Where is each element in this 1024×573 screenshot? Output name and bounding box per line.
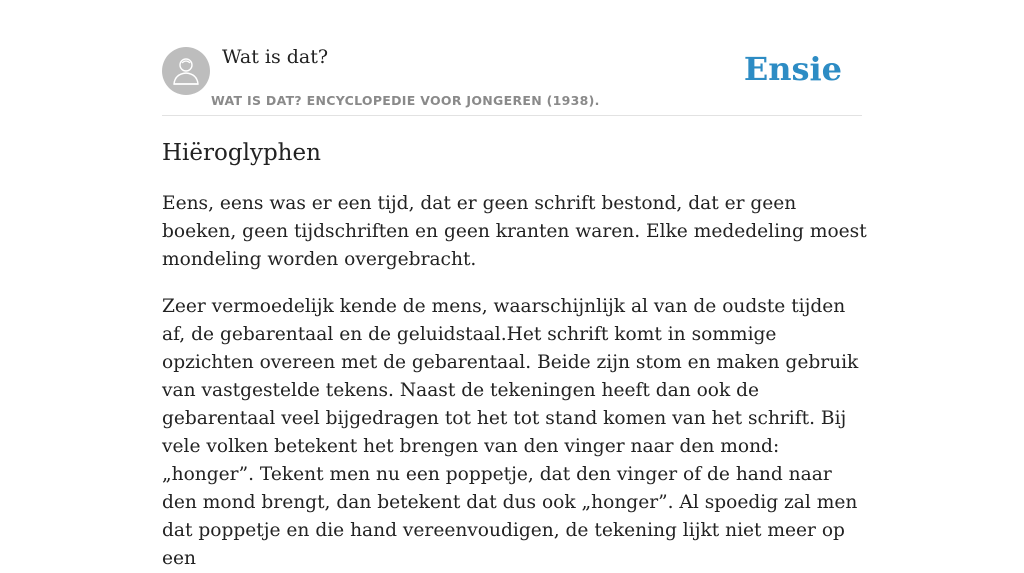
source-title[interactable]: Wat is dat? <box>222 46 329 68</box>
source-header <box>162 0 862 116</box>
user-icon <box>171 55 201 87</box>
article-title: Hiëroglyphen <box>162 140 321 166</box>
source-subtitle[interactable]: WAT IS DAT? ENCYCLOPEDIE VOOR JONGEREN (1938). <box>211 93 600 108</box>
source-avatar[interactable] <box>162 47 210 95</box>
article-paragraph: Zeer vermoedelijk kende de mens, waarschijnlijk al van de oudste tijden af, de gebarentaal en de geluidstaal.Het schrift komt in sommige opzichten overeen met de gebarentaal. Beide zijn stom en maken gebruik van vastgestelde tekens. Naast de tekeningen heeft dan ook de gebarentaal veel bijgedragen tot het tot stand komen van het schrift. Bij vele volken betekent het brengen van den vinger naar den mond: „honger”. Tekent men nu een poppetje, dat den vinger of de hand naar den mond brengt, dan betekent dat dus ook „honger”. Al spoedig zal men dat poppetje en die hand vereenvoudigen, de tekening lijkt niet meer op een <box>162 296 859 569</box>
article-paragraph: Eens, eens was er een tijd, dat er geen schrift bestond, dat er geen boeken, geen tijdschriften en geen kranten waren. Elke mededeling moest mondeling worden overgebracht. <box>162 193 867 270</box>
ensie-logo[interactable]: Ensie <box>743 50 842 88</box>
article-page <box>162 0 867 573</box>
